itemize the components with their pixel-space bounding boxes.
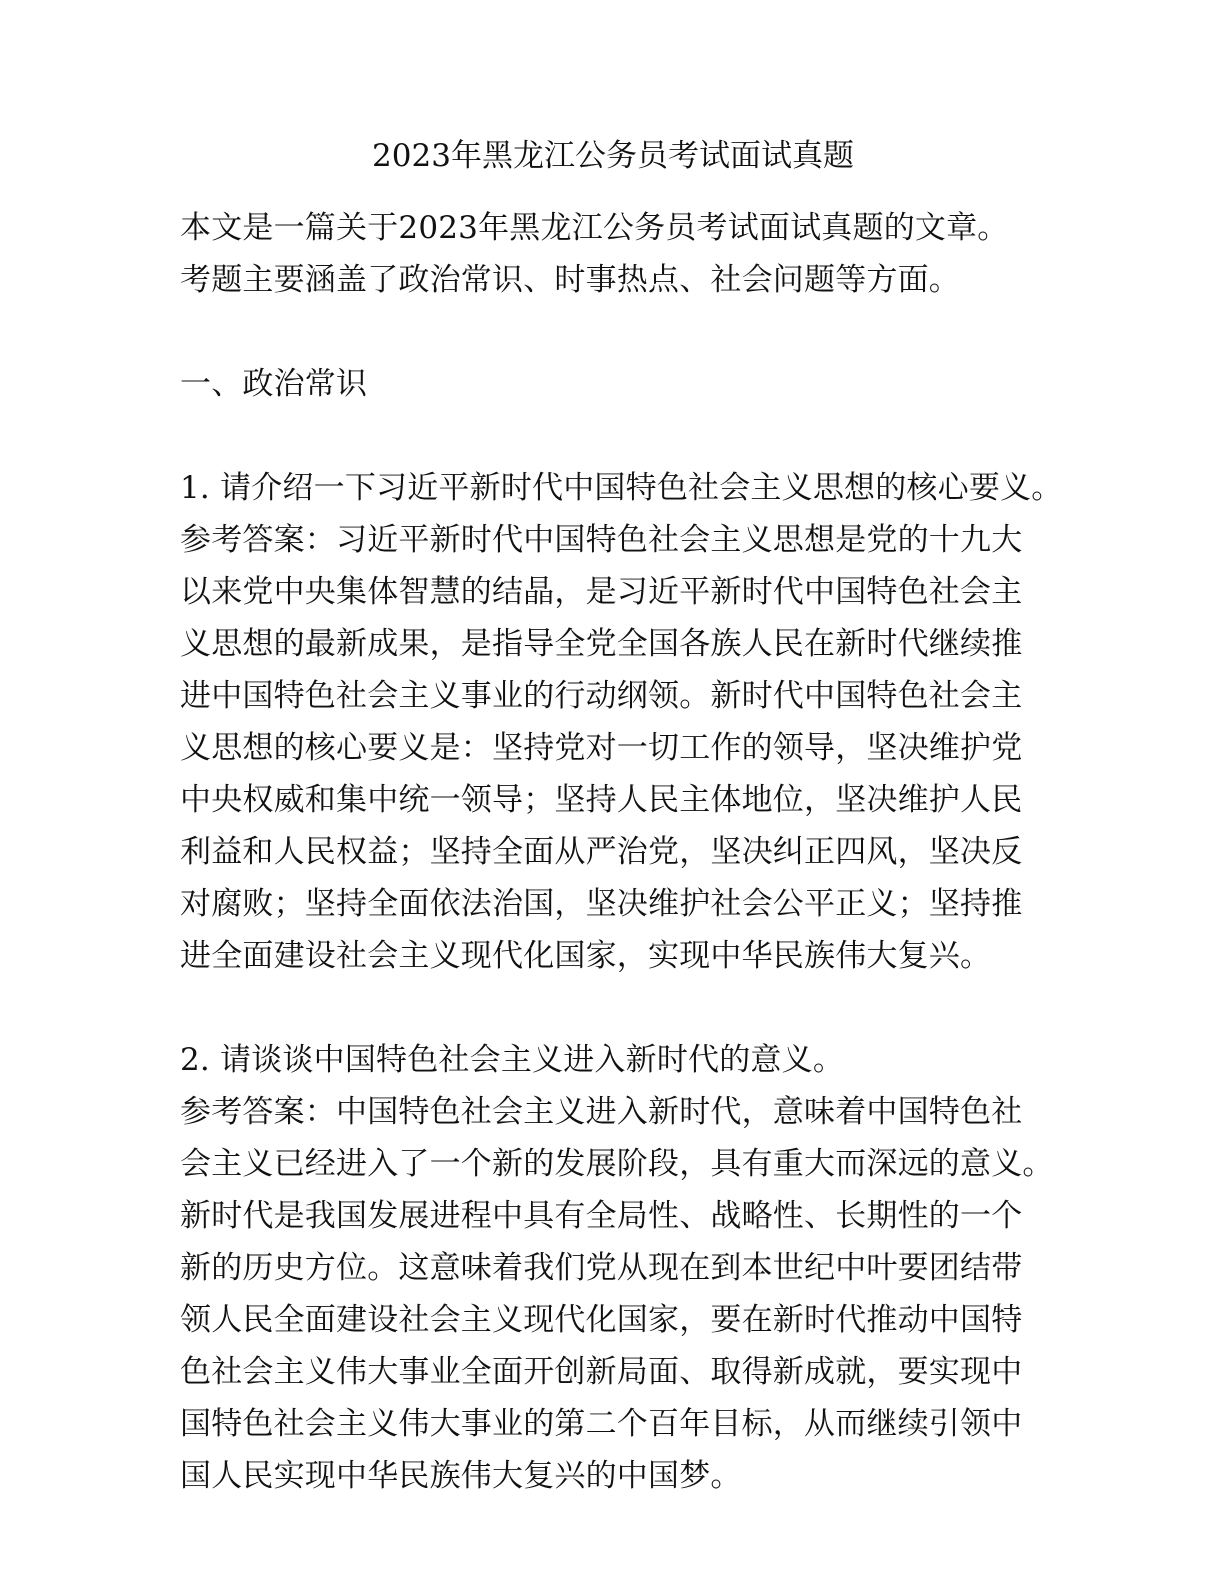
section-heading — [180, 358, 1040, 410]
answer-1-line: 义思想的最新成果，是指导全党全国各族人民在新时代继续推 — [180, 626, 1023, 662]
answer-1-line: 进中国特色社会主义事业的行动纲领。新时代中国特色社会主 — [180, 678, 1023, 714]
document-page — [180, 130, 1063, 1502]
spacer — [180, 410, 1040, 462]
answer-2-line: 参考答案：中国特色社会主义进入新时代，意味着中国特色社 — [180, 1094, 1023, 1130]
intro-line: 本文是一篇关于2023年黑龙江公务员考试面试真题的文章。 — [180, 210, 1009, 246]
question-1-block — [180, 462, 1063, 982]
intro-line: 考题主要涵盖了政治常识、时事热点、社会问题等方面。 — [180, 262, 960, 298]
answer-1-line: 以来党中央集体智慧的结晶，是习近平新时代中国特色社会主 — [180, 574, 1023, 610]
answer-2-line: 国特色社会主义伟大事业的第二个百年目标，从而继续引领中 — [180, 1406, 1023, 1442]
question-2-block — [180, 1034, 1054, 1502]
answer-1-line: 利益和人民权益；坚持全面从严治党，坚决纠正四风，坚决反 — [180, 834, 1023, 870]
answer-1-line: 参考答案：习近平新时代中国特色社会主义思想是党的十九大 — [180, 522, 1023, 558]
answer-2-line: 领人民全面建设社会主义现代化国家，要在新时代推动中国特 — [180, 1302, 1023, 1338]
section-heading-text: 一、政治常识 — [180, 366, 368, 402]
answer-2-line: 色社会主义伟大事业全面开创新局面、取得新成就，要实现中 — [180, 1354, 1023, 1390]
answer-1-line: 中央权威和集中统一领导；坚持人民主体地位，坚决维护人民 — [180, 782, 1023, 818]
answer-2-line: 国人民实现中华民族伟大复兴的中国梦。 — [180, 1458, 742, 1494]
question-2-text: 2. 请谈谈中国特色社会主义进入新时代的意义。 — [180, 1042, 845, 1078]
answer-1-line: 对腐败；坚持全面依法治国，坚决维护社会公平正义；坚持推 — [180, 886, 1023, 922]
question-1-text: 1. 请介绍一下习近平新时代中国特色社会主义思想的核心要义。 — [180, 470, 1063, 506]
answer-1-line: 进全面建设社会主义现代化国家，实现中华民族伟大复兴。 — [180, 938, 992, 974]
answer-2-line: 会主义已经进入了一个新的发展阶段，具有重大而深远的意义。 — [180, 1146, 1054, 1182]
intro-paragraph — [180, 202, 1040, 306]
spacer — [180, 982, 1040, 1034]
answer-1-line: 义思想的核心要义是：坚持党对一切工作的领导，坚决维护党 — [180, 730, 1023, 766]
spacer — [180, 306, 1040, 358]
answer-2-line: 新时代是我国发展进程中具有全局性、战略性、长期性的一个 — [180, 1198, 1023, 1234]
document-title: 2023年黑龙江公务员考试面试真题 — [372, 138, 854, 174]
answer-2-line: 新的历史方位。这意味着我们党从现在到本世纪中叶要团结带 — [180, 1250, 1023, 1286]
